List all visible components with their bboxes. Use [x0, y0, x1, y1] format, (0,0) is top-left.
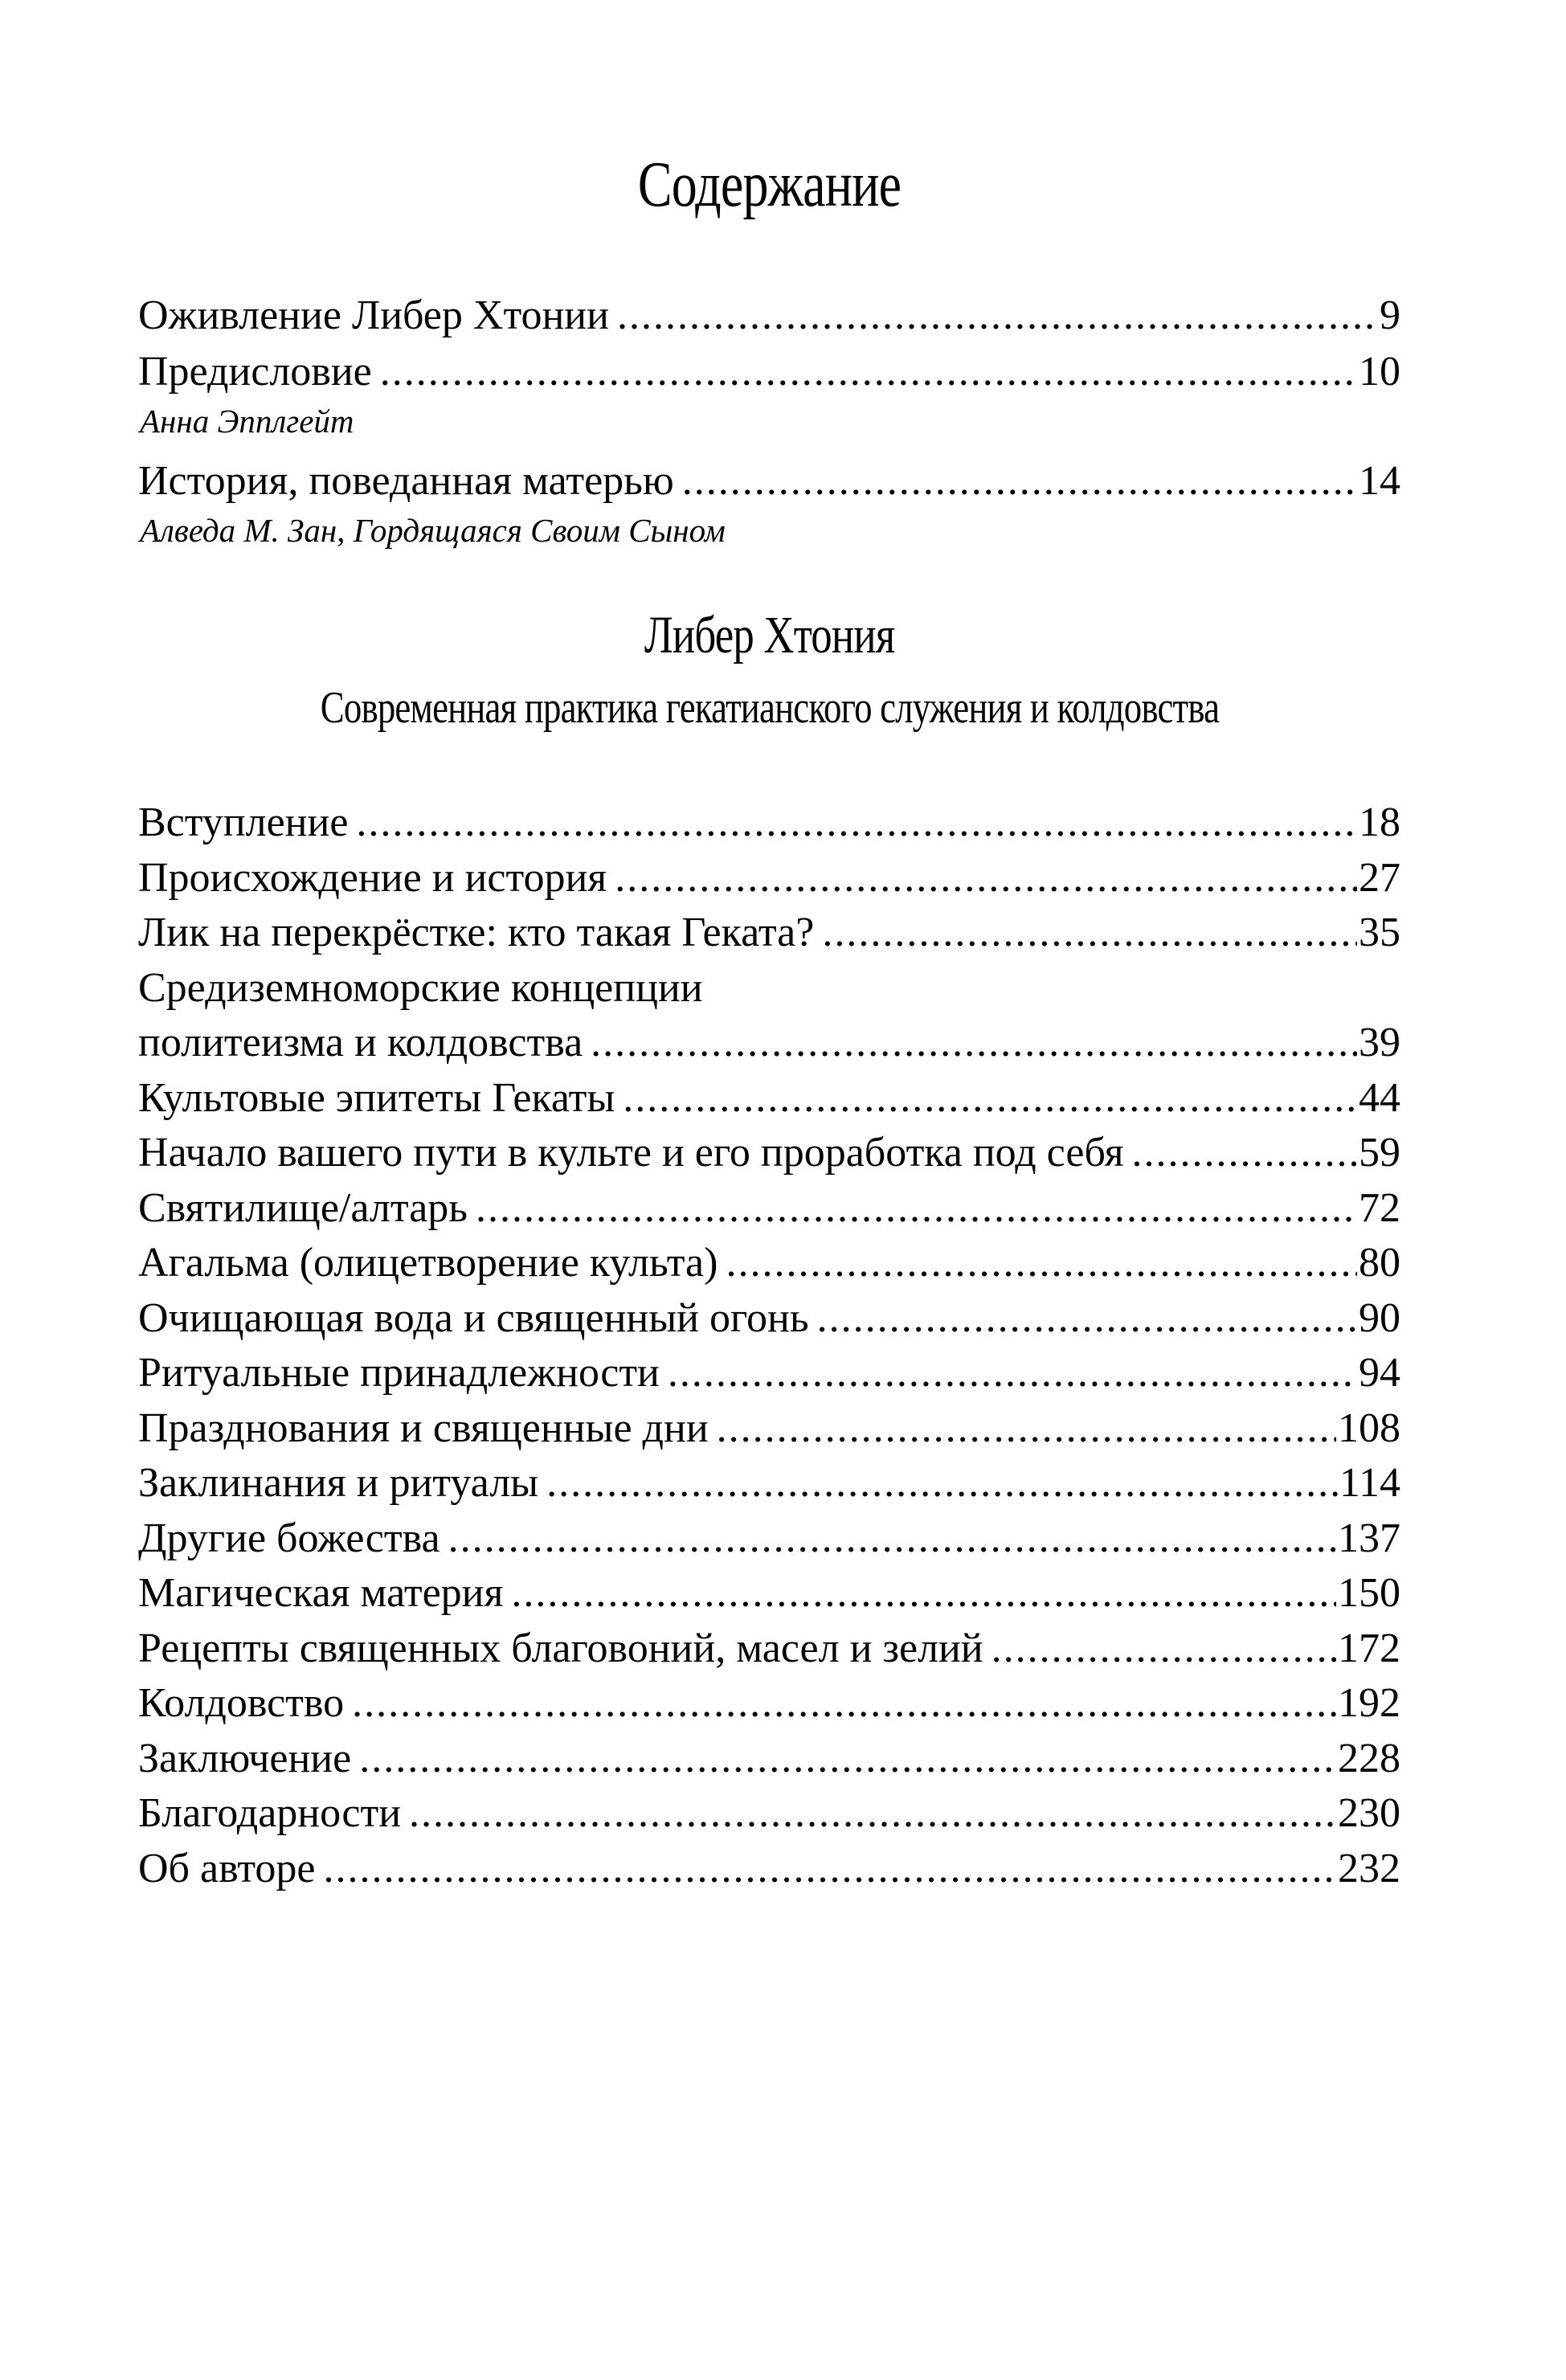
toc-entry — [138, 1071, 1400, 1127]
section-title-text: Либер Хтония — [644, 606, 895, 665]
dot-leader — [992, 1621, 1336, 1677]
toc-entry-label: Культовые эпитеты Гекаты — [138, 1074, 615, 1121]
toc-entry-label: Оживление Либер Хтонии — [138, 292, 609, 338]
toc-entry — [138, 1126, 1400, 1181]
toc-entry-page-number: 150 — [1338, 1570, 1400, 1616]
toc-entry-page-number: 94 — [1359, 1350, 1400, 1396]
toc-entry — [138, 344, 1400, 400]
toc-entry-page-number: 137 — [1338, 1515, 1400, 1561]
toc-entry-page-number: 27 — [1359, 854, 1400, 901]
toc-entry-label: Благодарности — [138, 1790, 402, 1836]
toc-entry-label: Агальма (олицетворение культа) — [138, 1240, 718, 1286]
toc-entry-wrap-line — [138, 961, 1400, 1016]
toc-entry-page-number: 230 — [1338, 1790, 1400, 1836]
toc-entry-label: Лик на перекрёстке: кто такая Геката? — [138, 910, 815, 955]
toc-entry-page-number: 232 — [1338, 1845, 1400, 1891]
dot-leader — [359, 1732, 1336, 1787]
dot-leader — [726, 1236, 1357, 1291]
toc-entry — [138, 1786, 1400, 1842]
toc-entry-label: Очищающая вода и священный огонь — [138, 1294, 809, 1341]
toc-entry-page-number: 80 — [1359, 1240, 1400, 1286]
toc-entry — [138, 795, 1400, 851]
dot-leader — [356, 795, 1357, 851]
toc-entry — [138, 1346, 1400, 1401]
toc-entry — [138, 1291, 1400, 1347]
toc-entry-label: История, поведанная матерью — [138, 458, 674, 504]
toc-entry — [138, 1236, 1400, 1291]
toc-entry-label: Средиземноморские концепции — [138, 964, 703, 1011]
dot-leader — [617, 288, 1378, 344]
toc-entry — [138, 1621, 1400, 1677]
toc-entry-page-number: 14 — [1359, 458, 1400, 504]
toc-entry-author-note: Алведа М. Зан, Гордящаяся Своим Сыном — [140, 512, 726, 549]
toc-entry-label: Вступление — [138, 799, 349, 845]
dot-leader — [476, 1181, 1357, 1237]
toc-entry-page-number: 44 — [1359, 1074, 1400, 1121]
toc-entry-label: Празднования и священные дни — [138, 1405, 709, 1451]
toc-entry-label: Заклинания и ритуалы — [138, 1460, 539, 1506]
toc-entry-page-number: 39 — [1359, 1020, 1400, 1065]
toc-entry — [138, 453, 1400, 509]
toc-entry-page-number: 59 — [1359, 1130, 1400, 1176]
toc-entry — [138, 1401, 1400, 1457]
toc-entry-label: политеизма и колдовства — [138, 1020, 583, 1065]
section-subtitle — [138, 677, 1400, 739]
dot-leader — [822, 906, 1357, 961]
chapter-list — [138, 795, 1400, 1896]
toc-entry-label: Начало вашего пути в культе и его проработка под себя — [138, 1130, 1124, 1176]
toc-entry-page-number: 90 — [1359, 1294, 1400, 1341]
toc-entry-page-number: 35 — [1359, 910, 1400, 955]
toc-entry — [138, 1676, 1400, 1732]
dot-leader — [591, 1016, 1357, 1071]
dot-leader — [511, 1566, 1336, 1621]
toc-entry — [138, 1016, 1400, 1071]
dot-leader — [448, 1511, 1336, 1567]
toc-entry-page-number: 72 — [1359, 1184, 1400, 1231]
toc-entry-label: Заключение — [138, 1735, 352, 1781]
toc-entry-label: Об авторе — [138, 1845, 316, 1891]
dot-leader — [623, 1071, 1357, 1127]
toc-entry-label: Святилище/алтарь — [138, 1184, 468, 1231]
toc-entry — [138, 1511, 1400, 1567]
dot-leader — [409, 1786, 1336, 1842]
dot-leader — [546, 1456, 1338, 1511]
toc-entry-label: Происхождение и история — [138, 854, 607, 901]
toc-entry — [138, 1181, 1400, 1237]
toc-entry-page-number: 172 — [1338, 1625, 1400, 1671]
dot-leader — [1132, 1126, 1357, 1181]
page-title — [138, 149, 1400, 220]
toc-entry-page-number: 18 — [1359, 799, 1400, 845]
toc-entry-page-number: 192 — [1338, 1680, 1400, 1726]
dot-leader — [682, 453, 1357, 509]
toc-entry-page-number: 108 — [1338, 1405, 1400, 1451]
dot-leader — [323, 1842, 1336, 1897]
toc-entry-author-note: Анна Эпплгейт — [140, 403, 354, 440]
section-subtitle-text: Современная практика гекатианского служения и колдовства — [320, 683, 1219, 733]
toc-entry — [138, 288, 1400, 344]
toc-entry — [138, 1732, 1400, 1787]
toc-entry-label: Колдовство — [138, 1680, 345, 1726]
toc-entry-page-number: 9 — [1380, 292, 1400, 338]
dot-leader — [717, 1401, 1336, 1457]
toc-entry-page-number: 10 — [1359, 349, 1400, 395]
toc-page — [0, 149, 1566, 2380]
toc-entry-page-number: 114 — [1339, 1460, 1400, 1506]
toc-entry-label: Рецепты священных благовоний, масел и зелий — [138, 1625, 983, 1671]
dot-leader — [668, 1346, 1357, 1401]
toc-entry-label: Предисловие — [138, 349, 372, 395]
dot-leader — [380, 344, 1357, 400]
page-title-text: Содержание — [637, 149, 902, 220]
dot-leader — [352, 1676, 1336, 1732]
toc-entry-page-number: 228 — [1338, 1735, 1400, 1781]
toc-entry — [138, 1566, 1400, 1621]
dot-leader — [615, 851, 1357, 906]
dot-leader — [817, 1291, 1357, 1347]
toc-entry-label: Ритуальные принадлежности — [138, 1350, 660, 1396]
toc-entry — [138, 906, 1400, 961]
front-matter-list — [138, 288, 1400, 550]
section-title — [138, 601, 1400, 670]
toc-entry — [138, 1456, 1400, 1511]
toc-entry — [138, 1842, 1400, 1897]
section-heading — [138, 601, 1400, 739]
toc-entry-label: Магическая материя — [138, 1570, 504, 1616]
toc-entry — [138, 851, 1400, 906]
toc-entry-label: Другие божества — [138, 1515, 440, 1561]
